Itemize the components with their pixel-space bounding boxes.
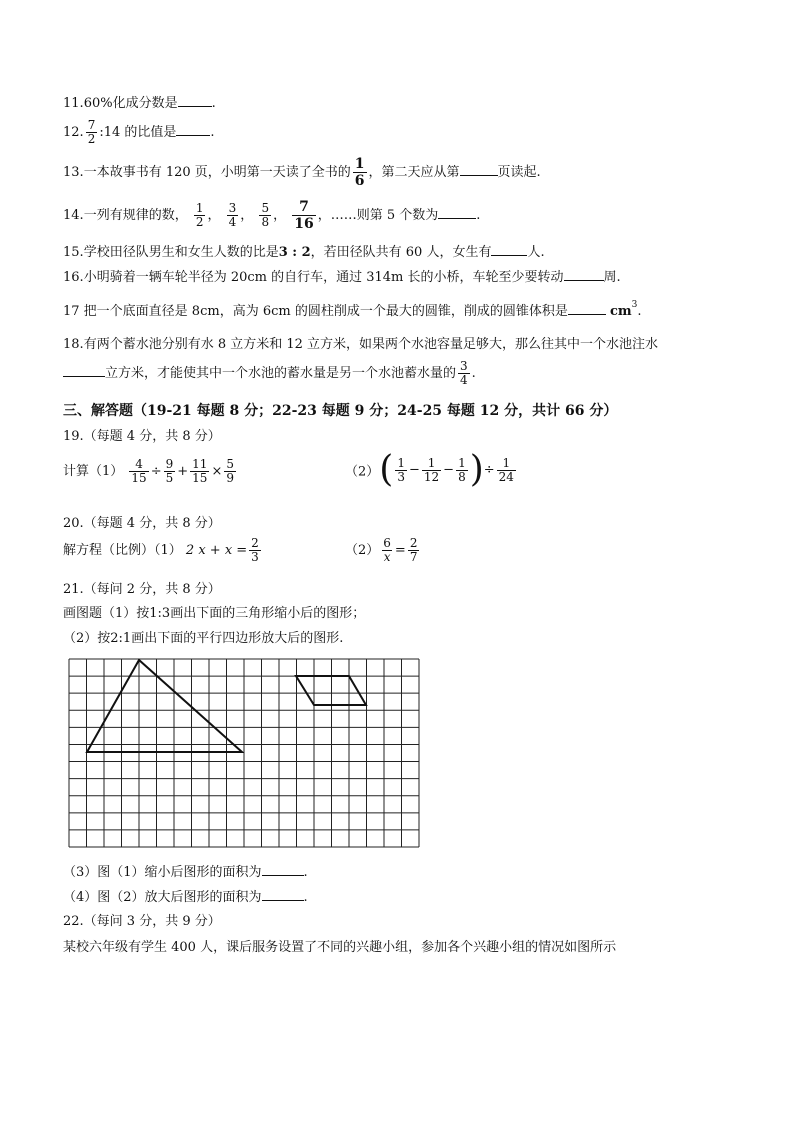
answer-blank[interactable] xyxy=(176,124,210,136)
q19-header: 19.（每题 4 分，共 8 分） xyxy=(63,429,221,444)
fraction: $\frac{6}{x}$ xyxy=(383,536,391,564)
fraction: $\frac{5}{8}$ xyxy=(261,201,270,229)
question-11: 11.60%化成分数是 . xyxy=(63,96,216,111)
q21-header: 21.（每问 2 分，共 8 分） xyxy=(63,582,221,597)
fraction: $\frac{1}{12}$ xyxy=(423,455,440,484)
unit: cm xyxy=(609,304,632,319)
triangle-shape xyxy=(87,660,242,752)
fraction: $\frac{7}{2}$ xyxy=(87,118,96,146)
left-paren: ( xyxy=(379,449,394,490)
q20-equation-2: （2） $\frac{6}{x}$ = $\frac{2}{7}$ xyxy=(345,536,418,564)
answer-blank[interactable] xyxy=(568,303,606,315)
answer-blank[interactable] xyxy=(460,164,498,176)
question-18-line2: 立方米，才能使其中一个水池的蓄水量是另一个水池蓄水量的 $\frac{3}{4}$ . xyxy=(63,360,476,387)
q21-part4: （4）图（2）放大后图形的面积为 . xyxy=(63,890,308,905)
fraction: $\frac{5}{9}$ xyxy=(226,457,234,485)
question-18-line1: 18.有两个蓄水池分别有水 8 立方米和 12 立方米，如果两个水池容量足够大，那么往其中一个水池注水 xyxy=(63,337,659,352)
q22-text: 某校六年级有学生 400 人，课后服务设置了不同的兴趣小组，参加各个兴趣小组的情况如图所示 xyxy=(63,940,617,955)
question-17: 17 把一个底面直径是 8cm，高为 6cm 的圆柱削成一个最大的圆锥，削成的圆锥体积是 $cm^3$. xyxy=(63,300,642,319)
answer-blank[interactable] xyxy=(438,207,476,219)
fraction: $\frac{7}{16}$ xyxy=(294,199,314,232)
answer-blank[interactable] xyxy=(262,864,304,876)
fraction: $\frac{1}{24}$ xyxy=(498,455,514,484)
q20-header: 20.（每题 4 分，共 8 分） xyxy=(63,516,221,531)
question-13: 13.一本故事书有 120 页，小明第一天读了全书的 $\frac{1}{6}$ ，第二天应从第 页读起. xyxy=(63,156,541,189)
drawing-grid[interactable] xyxy=(68,658,420,848)
q22-header: 22.（每问 3 分，共 9 分） xyxy=(63,914,221,929)
fraction: $\frac{3}{4}$ xyxy=(460,359,468,387)
q19-expression-1: 计算（1） $\frac{4}{15}$ ÷ $\frac{9}{5}$ + $\frac{11}{15}$ × $\frac{5}{9}$ xyxy=(63,457,234,485)
fraction: $\frac{2}{7}$ xyxy=(409,536,418,564)
question-12: 12. $\frac{7}{2}$ :14 的比值是 . xyxy=(63,118,215,146)
answer-blank[interactable] xyxy=(178,95,212,107)
fraction: $\frac{2}{3}$ xyxy=(251,536,259,564)
right-paren: ) xyxy=(469,449,484,490)
q11-text: 11. xyxy=(63,96,84,111)
fraction: $\frac{1}{8}$ xyxy=(458,455,466,484)
fraction: $\frac{3}{4}$ xyxy=(228,201,237,229)
answer-blank[interactable] xyxy=(63,365,105,377)
q21-part2: （2）按2:1画出下面的平行四边形放大后的图形. xyxy=(63,631,344,646)
fraction: $\frac{4}{15}$ xyxy=(131,457,147,485)
answer-blank[interactable] xyxy=(491,244,527,256)
question-14: 14.一列有规律的数， $\frac{1}{2}$ ， $\frac{3}{4}$ ， $\frac{5}{8}$ ， $\frac{7}{16}$ ，……则第 5 个数为 . xyxy=(63,199,481,232)
q21-part1: 画图题（1）按1:3画出下面的三角形缩小后的图形； xyxy=(63,606,366,621)
q20-equation-1: 解方程（比例）（1） 2 x + x = $\frac{2}{3}$ xyxy=(63,536,259,564)
fraction: $\frac{1}{6}$ xyxy=(354,156,365,189)
q21-part3: （3）图（1）缩小后图形的面积为 . xyxy=(63,865,308,880)
fraction: $\frac{1}{3}$ xyxy=(397,455,405,484)
question-15: 15.学校田径队男生和女生人数的比是3 : 2，若田径队共有 60 人，女生有 人. xyxy=(63,245,545,260)
fraction: $\frac{11}{15}$ xyxy=(192,457,208,485)
answer-blank[interactable] xyxy=(262,889,304,901)
question-16: 16.小明骑着一辆车轮半径为 20cm 的自行车，通过 314m 长的小桥，车轮至少要转动 周. xyxy=(63,270,621,285)
ratio: 3 : 2 xyxy=(278,245,311,260)
q19-expression-2: （2）( $\frac{1}{3}$ − $\frac{1}{12}$ − $\frac{1}{8}$ )÷ $\frac{1}{24}$ xyxy=(345,449,514,490)
answer-blank[interactable] xyxy=(564,269,604,281)
section-heading: 三、解答题（19-21 每题 8 分；22-23 每题 9 分；24-25 每题 12 分，共计 66 分） xyxy=(63,403,618,419)
fraction: $\frac{9}{5}$ xyxy=(165,457,174,485)
fraction: $\frac{1}{2}$ xyxy=(195,201,204,229)
